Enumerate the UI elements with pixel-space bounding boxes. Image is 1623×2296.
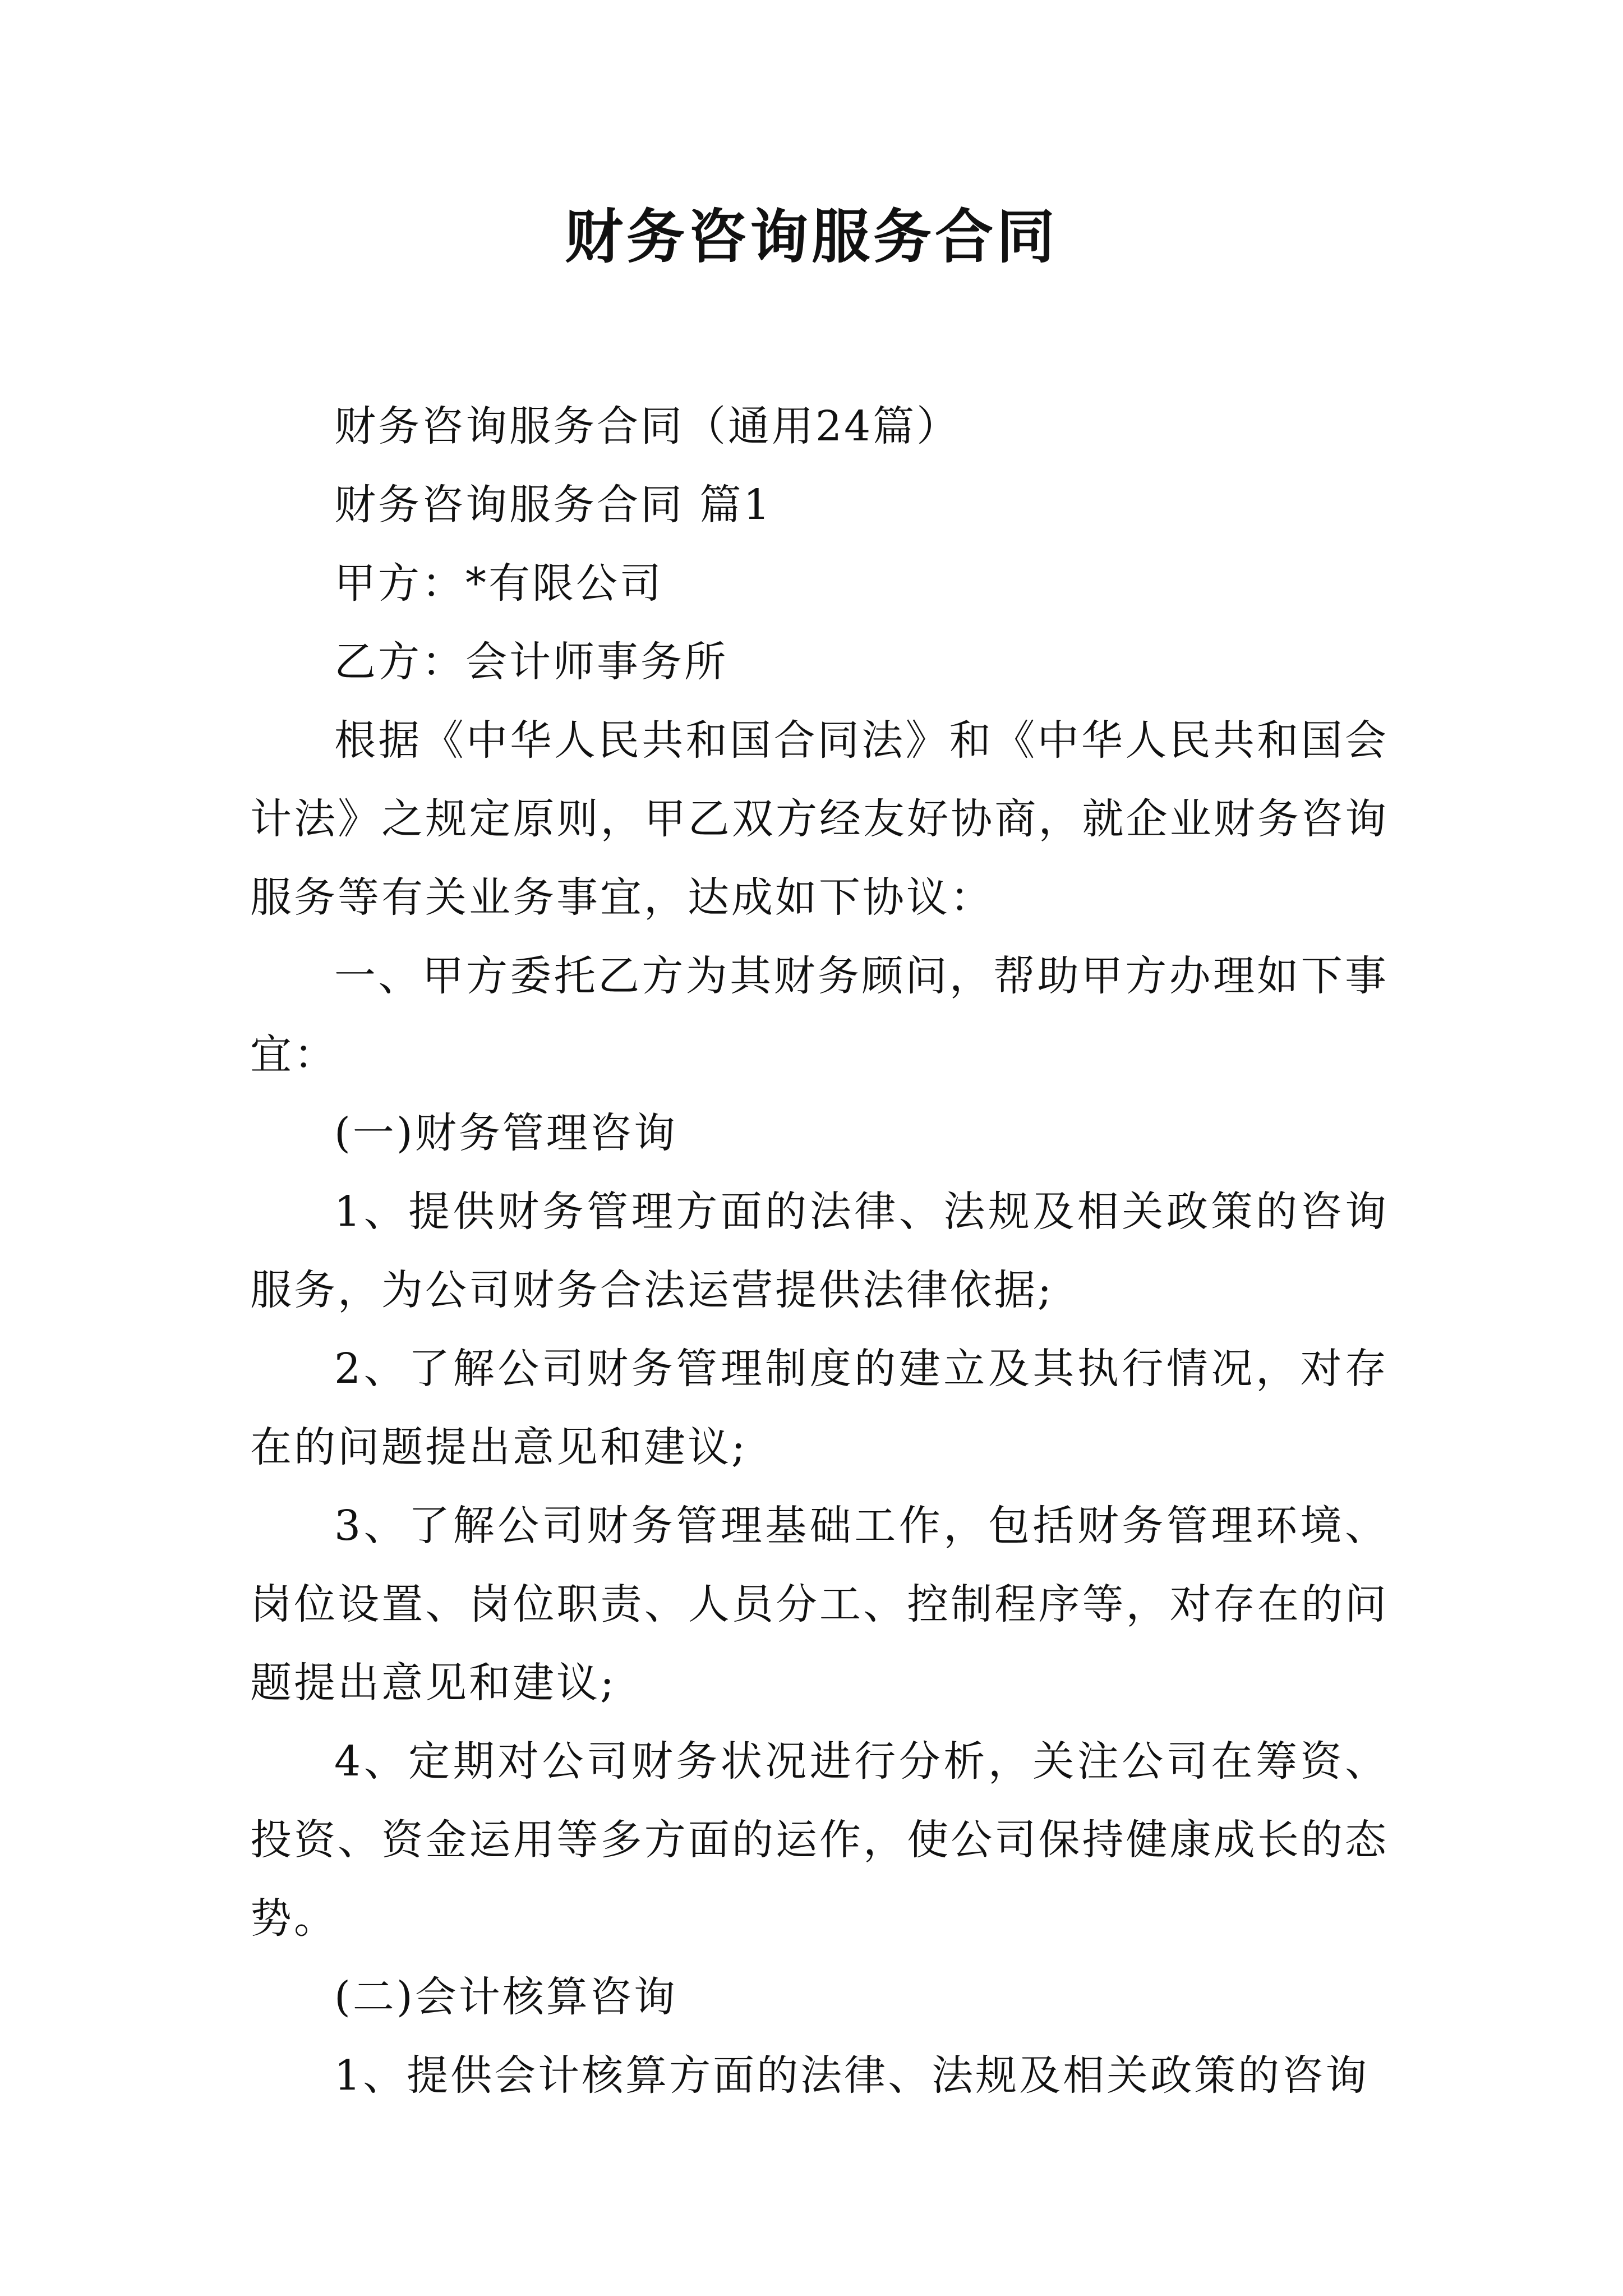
paragraph-item: 1、提供财务管理方面的法律、法规及相关政策的咨询服务，为公司财务合法运营提供法律依据; bbox=[250, 1188, 1389, 1314]
paragraph-item: 4、定期对公司财务状况进行分析，关注公司在筹资、投资、资金运用等多方面的运作，使公司保持健康成长的态势。 bbox=[250, 1737, 1389, 1943]
paragraph-item: 1、提供会计核算方面的法律、法规及相关政策的咨询 bbox=[334, 2051, 1370, 2100]
paragraph-chapter-heading: 财务咨询服务合同 篇1 bbox=[334, 481, 772, 529]
paragraph-party-a: 甲方：*有限公司 bbox=[334, 559, 663, 608]
paragraph-section-accounting: (二)会计核算咨询 bbox=[334, 1973, 677, 2021]
paragraph-preamble: 根据《中华人民共和国合同法》和《中华人民共和国会计法》之规定原则，甲乙双方经友好协商，就企业财务咨询服务等有关业务事宜，达成如下协议： bbox=[250, 716, 1389, 922]
paragraph-section-financial-management: (一)财务管理咨询 bbox=[334, 1109, 677, 1157]
paragraph-item: 2、了解公司财务管理制度的建立及其执行情况，对存在的问题提出意见和建议; bbox=[250, 1345, 1389, 1471]
paragraph-clause-1: 一、甲方委托乙方为其财务顾问，帮助甲方办理如下事宜： bbox=[250, 952, 1389, 1079]
document-body bbox=[250, 387, 1389, 2115]
document-title: 财务咨询服务合同 bbox=[564, 203, 1058, 271]
paragraph-item: 3、了解公司财务管理基础工作，包括财务管理环境、岗位设置、岗位职责、人员分工、控制程序等，对存在的问题提出意见和建议; bbox=[250, 1502, 1389, 1707]
paragraph-subtitle: 财务咨询服务合同（通用24篇） bbox=[334, 402, 961, 450]
paragraph-party-b: 乙方：会计师事务所 bbox=[334, 638, 728, 686]
